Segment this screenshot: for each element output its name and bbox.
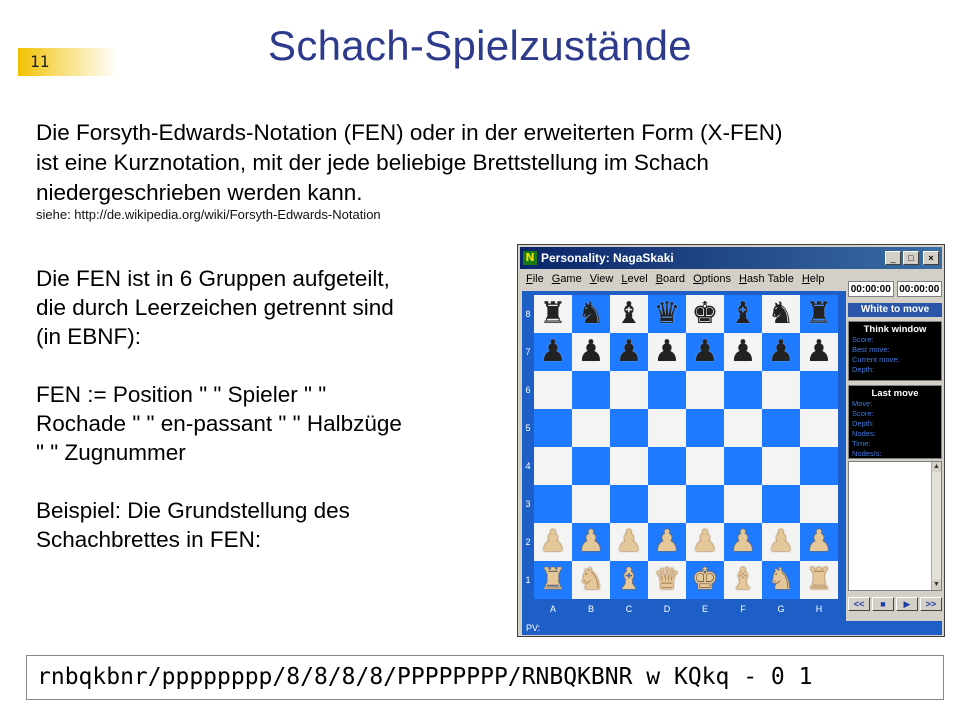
last-move-title: Last move bbox=[871, 388, 919, 399]
page-title: Schach-Spielzustände bbox=[268, 22, 692, 69]
board-square[interactable] bbox=[724, 561, 762, 599]
slide-number: 11 bbox=[30, 52, 50, 71]
black-pawn-icon[interactable]: ♟ bbox=[615, 334, 643, 369]
menu-file[interactable]: File bbox=[526, 273, 544, 285]
body-line: FEN := Position " " Spieler " " bbox=[36, 382, 327, 407]
file-label: G bbox=[777, 604, 785, 614]
minimize-button[interactable]: _ bbox=[885, 251, 901, 265]
first-move-button[interactable]: << bbox=[848, 597, 870, 611]
menu-level[interactable]: Level bbox=[621, 273, 648, 285]
board-square[interactable] bbox=[800, 561, 838, 599]
white-pawn-icon[interactable]: ♟ bbox=[615, 524, 643, 559]
board-square[interactable] bbox=[686, 561, 724, 599]
menu-board[interactable]: Board bbox=[655, 273, 686, 285]
menu-view[interactable]: View bbox=[589, 273, 614, 285]
think-field: Score: bbox=[852, 335, 874, 344]
scroll-down-icon[interactable]: ▼ bbox=[933, 581, 940, 588]
chess-app-window bbox=[517, 244, 945, 637]
black-pawn-icon[interactable]: ♟ bbox=[653, 334, 681, 369]
white-pawn-icon[interactable]: ♟ bbox=[577, 524, 605, 559]
black-bishop-icon[interactable]: ♝ bbox=[615, 296, 643, 331]
body-line: Beispiel: Die Grundstellung des bbox=[36, 498, 350, 523]
black-rook-icon[interactable]: ♜ bbox=[539, 296, 567, 331]
board-square[interactable] bbox=[724, 333, 762, 371]
black-knight-icon[interactable]: ♞ bbox=[577, 296, 605, 331]
black-bishop-icon[interactable]: ♝ bbox=[729, 296, 757, 331]
white-pawn-icon[interactable]: ♟ bbox=[653, 524, 681, 559]
fen-string: rnbqkbnr/pppppppp/8/8/8/8/PPPPPPPP/RNBQKBNR w KQkq - 0 1 bbox=[26, 655, 944, 700]
white-clock: 00:00:00 bbox=[848, 281, 894, 297]
think-field: Depth: bbox=[852, 365, 875, 374]
board-square[interactable] bbox=[686, 447, 724, 485]
rank-label: 8 bbox=[525, 309, 531, 319]
board-square[interactable] bbox=[800, 485, 838, 523]
navigation-buttons bbox=[848, 597, 942, 611]
board-square[interactable] bbox=[686, 523, 724, 561]
board-square[interactable] bbox=[534, 333, 572, 371]
file-label: H bbox=[815, 604, 823, 614]
white-pawn-icon[interactable]: ♟ bbox=[539, 524, 567, 559]
black-pawn-icon[interactable]: ♟ bbox=[691, 334, 719, 369]
white-queen-icon[interactable]: ♛ bbox=[653, 562, 681, 597]
board-square[interactable] bbox=[610, 447, 648, 485]
white-king-icon[interactable]: ♚ bbox=[691, 562, 719, 597]
body-text bbox=[36, 264, 476, 554]
board-square[interactable] bbox=[534, 485, 572, 523]
body-line: (in EBNF): bbox=[36, 324, 142, 349]
body-line: die durch Leerzeichen getrennt sind bbox=[36, 295, 394, 320]
body-line: Schachbrettes in FEN: bbox=[36, 527, 262, 552]
rank-label: 1 bbox=[525, 575, 531, 585]
board-square[interactable] bbox=[686, 371, 724, 409]
white-pawn-icon[interactable]: ♟ bbox=[767, 524, 795, 559]
move-list-scrollbar[interactable] bbox=[931, 462, 941, 590]
intro-line: ist eine Kurznotation, mit der jede beliebige Brettstellung im Schach bbox=[36, 150, 709, 175]
board-square[interactable] bbox=[648, 371, 686, 409]
board-square[interactable] bbox=[534, 447, 572, 485]
board-square[interactable] bbox=[762, 561, 800, 599]
board-square[interactable] bbox=[610, 523, 648, 561]
last-move-field: Nodes/s: bbox=[852, 449, 882, 458]
board-square[interactable] bbox=[762, 295, 800, 333]
board-square[interactable] bbox=[648, 447, 686, 485]
file-label: D bbox=[663, 604, 671, 614]
board-square[interactable] bbox=[648, 485, 686, 523]
board-square[interactable] bbox=[686, 333, 724, 371]
board-square[interactable] bbox=[800, 371, 838, 409]
board-square[interactable] bbox=[610, 371, 648, 409]
reference-link[interactable]: siehe: http://de.wikipedia.org/wiki/Forsyth-Edwards-Notation bbox=[36, 207, 381, 222]
black-pawn-icon[interactable]: ♟ bbox=[539, 334, 567, 369]
white-bishop-icon[interactable]: ♝ bbox=[729, 562, 757, 597]
file-label: E bbox=[701, 604, 708, 614]
board-square[interactable] bbox=[572, 333, 610, 371]
board-square[interactable] bbox=[610, 561, 648, 599]
window-titlebar[interactable] bbox=[520, 247, 942, 269]
board-square[interactable] bbox=[686, 295, 724, 333]
board-square[interactable] bbox=[610, 333, 648, 371]
board-square[interactable] bbox=[724, 447, 762, 485]
last-move-field: Depth: bbox=[852, 419, 875, 428]
board-square[interactable] bbox=[534, 523, 572, 561]
board-square[interactable] bbox=[724, 485, 762, 523]
body-line: " " Zugnummer bbox=[36, 440, 186, 465]
board-square[interactable] bbox=[572, 485, 610, 523]
white-knight-icon[interactable]: ♞ bbox=[577, 562, 605, 597]
board-square[interactable] bbox=[572, 561, 610, 599]
board-square[interactable] bbox=[610, 409, 648, 447]
board-square[interactable] bbox=[534, 409, 572, 447]
rank-label: 4 bbox=[525, 461, 531, 471]
menu-options[interactable]: Options bbox=[693, 273, 731, 285]
white-rook-icon[interactable]: ♜ bbox=[805, 562, 833, 597]
pv-bar: PV: bbox=[522, 621, 942, 635]
think-field: Current move: bbox=[852, 355, 900, 364]
to-move-indicator: White to move bbox=[848, 303, 942, 317]
black-clock: 00:00:00 bbox=[897, 281, 943, 297]
white-pawn-icon[interactable]: ♟ bbox=[805, 524, 833, 559]
last-move-field: Time: bbox=[852, 439, 871, 448]
file-label: B bbox=[587, 604, 594, 614]
white-knight-icon[interactable]: ♞ bbox=[767, 562, 795, 597]
board-square[interactable] bbox=[648, 295, 686, 333]
maximize-button[interactable]: □ bbox=[903, 251, 919, 265]
board-square[interactable] bbox=[800, 447, 838, 485]
black-pawn-icon[interactable]: ♟ bbox=[577, 334, 605, 369]
black-queen-icon[interactable]: ♛ bbox=[653, 296, 681, 331]
board-square[interactable] bbox=[572, 447, 610, 485]
board-square[interactable] bbox=[572, 523, 610, 561]
board-square[interactable] bbox=[800, 295, 838, 333]
close-button[interactable]: × bbox=[923, 251, 939, 265]
last-move-button[interactable]: >> bbox=[920, 597, 942, 611]
board-square[interactable] bbox=[762, 409, 800, 447]
board-square[interactable] bbox=[762, 447, 800, 485]
board-square[interactable] bbox=[724, 409, 762, 447]
menu-game[interactable]: Game bbox=[551, 273, 582, 285]
last-move-field: Score: bbox=[852, 409, 874, 418]
white-rook-icon[interactable]: ♜ bbox=[539, 562, 567, 597]
board-square[interactable] bbox=[762, 371, 800, 409]
board-square[interactable] bbox=[800, 523, 838, 561]
window-title: Personality: NagaSkaki bbox=[541, 251, 674, 265]
file-label: A bbox=[549, 604, 556, 614]
board-square[interactable] bbox=[572, 371, 610, 409]
scroll-up-icon[interactable]: ▲ bbox=[933, 463, 940, 470]
body-line: Rochade " " en-passant " " Halbzüge bbox=[36, 411, 402, 436]
clocks bbox=[848, 281, 942, 297]
spacer bbox=[36, 467, 476, 496]
board-square[interactable] bbox=[762, 333, 800, 371]
play-button[interactable]: ▶ bbox=[896, 597, 918, 611]
last-move-field: Nodes: bbox=[852, 429, 876, 438]
black-pawn-icon[interactable]: ♟ bbox=[805, 334, 833, 369]
black-rook-icon[interactable]: ♜ bbox=[805, 296, 833, 331]
intro-paragraph bbox=[36, 118, 936, 224]
board-square[interactable] bbox=[686, 485, 724, 523]
black-pawn-icon[interactable]: ♟ bbox=[729, 334, 757, 369]
rank-label: 3 bbox=[525, 499, 531, 509]
move-list[interactable] bbox=[848, 461, 942, 591]
file-label: C bbox=[625, 604, 633, 614]
menu-hash-table[interactable]: Hash Table bbox=[738, 273, 794, 285]
board-square[interactable] bbox=[572, 295, 610, 333]
board-square[interactable] bbox=[648, 409, 686, 447]
file-label: F bbox=[740, 604, 746, 614]
menu-help[interactable]: Help bbox=[801, 273, 825, 285]
board-square[interactable] bbox=[534, 561, 572, 599]
think-window-title: Think window bbox=[863, 324, 927, 335]
board-square[interactable] bbox=[686, 409, 724, 447]
board-square[interactable] bbox=[648, 561, 686, 599]
think-window-panel bbox=[848, 321, 942, 381]
intro-line: niedergeschrieben werden kann. bbox=[36, 180, 363, 205]
board-square[interactable] bbox=[610, 295, 648, 333]
board-square[interactable] bbox=[800, 333, 838, 371]
chess-board[interactable] bbox=[522, 291, 846, 621]
spacer bbox=[36, 351, 476, 380]
white-pawn-icon[interactable]: ♟ bbox=[691, 524, 719, 559]
black-king-icon[interactable]: ♚ bbox=[691, 296, 719, 331]
rank-label: 7 bbox=[525, 347, 531, 357]
board-square[interactable] bbox=[762, 523, 800, 561]
think-field: Best move: bbox=[852, 345, 890, 354]
black-knight-icon[interactable]: ♞ bbox=[767, 296, 795, 331]
app-icon: N bbox=[523, 251, 537, 265]
board-square[interactable] bbox=[648, 523, 686, 561]
board-square[interactable] bbox=[724, 523, 762, 561]
intro-line: Die Forsyth-Edwards-Notation (FEN) oder in der erweiterten Form (X-FEN) bbox=[36, 120, 783, 145]
black-pawn-icon[interactable]: ♟ bbox=[767, 334, 795, 369]
last-move-field: Move: bbox=[852, 399, 873, 408]
board-square[interactable] bbox=[762, 485, 800, 523]
stop-button[interactable]: ■ bbox=[872, 597, 894, 611]
board-square[interactable] bbox=[572, 409, 610, 447]
board-square[interactable] bbox=[724, 295, 762, 333]
board-square[interactable] bbox=[648, 333, 686, 371]
board-square[interactable] bbox=[534, 295, 572, 333]
board-square[interactable] bbox=[610, 485, 648, 523]
board-square[interactable] bbox=[800, 409, 838, 447]
rank-label: 5 bbox=[525, 423, 531, 433]
rank-label: 2 bbox=[525, 537, 531, 547]
white-bishop-icon[interactable]: ♝ bbox=[615, 562, 643, 597]
white-pawn-icon[interactable]: ♟ bbox=[729, 524, 757, 559]
body-line: Die FEN ist in 6 Gruppen aufgeteilt, bbox=[36, 266, 390, 291]
board-square[interactable] bbox=[534, 371, 572, 409]
last-move-panel bbox=[848, 385, 942, 459]
rank-label: 6 bbox=[525, 385, 531, 395]
board-square[interactable] bbox=[724, 371, 762, 409]
